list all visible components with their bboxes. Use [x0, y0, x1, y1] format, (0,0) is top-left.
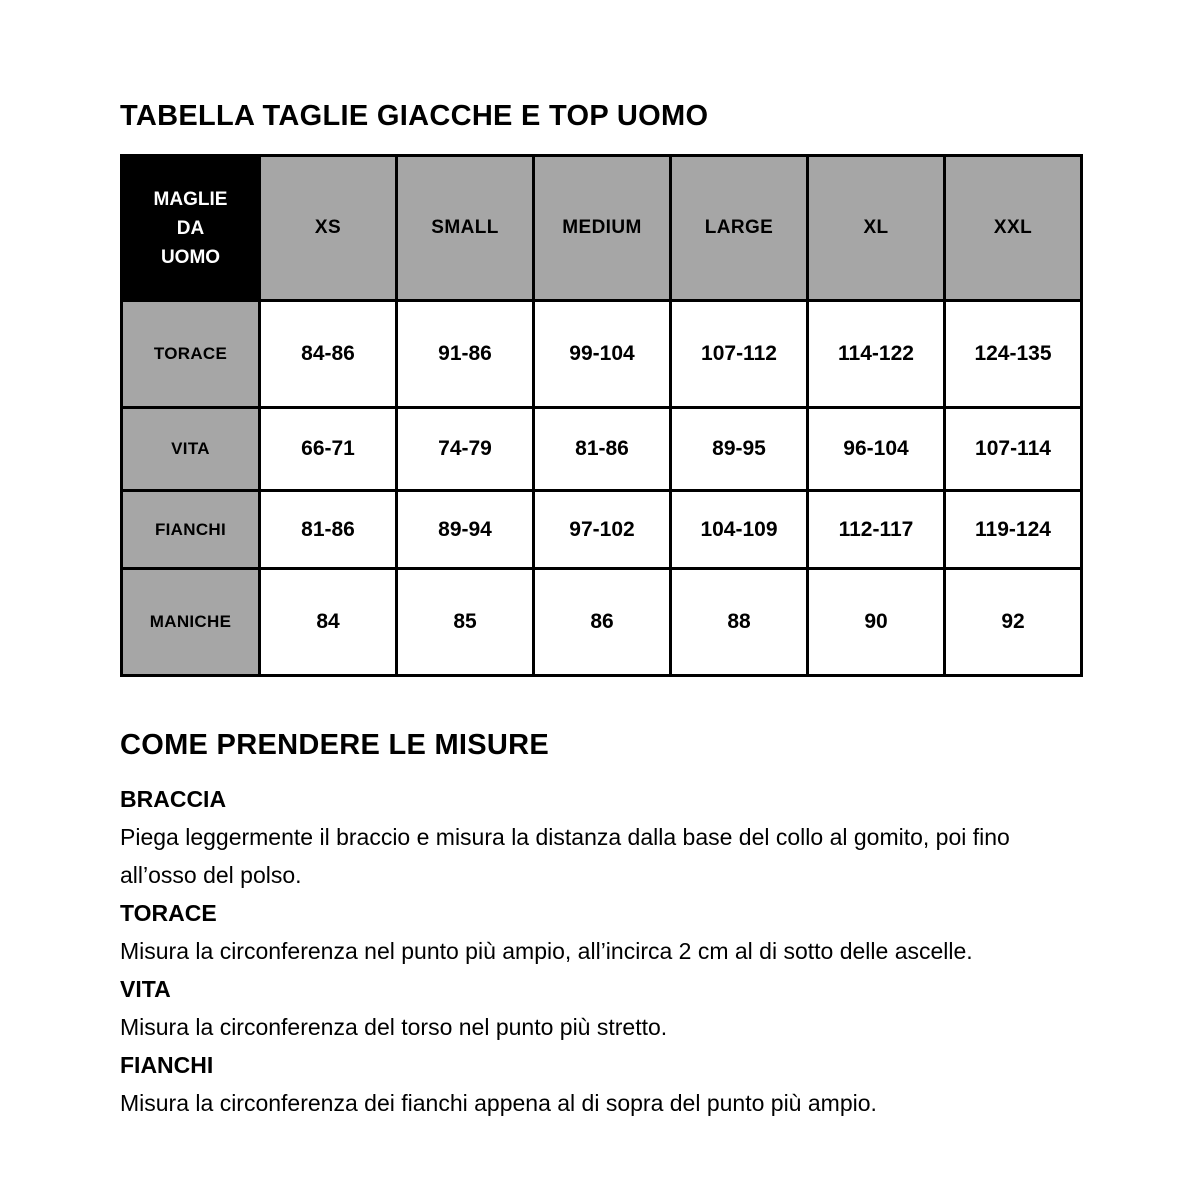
- page-title: TABELLA TAGLIE GIACCHE E TOP UOMO: [120, 100, 709, 132]
- measure-text: Piega leggermente il braccio e misura la distanza dalla base del collo al gomito, poi fino all’osso del polso.: [120, 824, 1010, 888]
- measure-section-heading: COME PRENDERE LE MISURE: [120, 729, 550, 761]
- measure-item-torace: [120, 894, 1080, 970]
- measure-label: BRACCIA: [120, 786, 227, 812]
- size-cell: 84: [260, 569, 397, 676]
- table-row-fianchi: [122, 491, 1082, 569]
- column-header-large: LARGE: [671, 156, 808, 301]
- column-header-xxl: XXL: [945, 156, 1082, 301]
- size-cell: 114-122: [808, 301, 945, 408]
- size-cell: 89-94: [397, 491, 534, 569]
- size-cell: 81-86: [534, 408, 671, 491]
- measure-section: [120, 729, 1080, 1122]
- size-cell: 99-104: [534, 301, 671, 408]
- size-cell: 74-79: [397, 408, 534, 491]
- measure-item-vita: [120, 970, 1080, 1046]
- row-label: FIANCHI: [122, 491, 260, 569]
- row-label: MANICHE: [122, 569, 260, 676]
- header-row: [122, 156, 1082, 301]
- size-cell: 85: [397, 569, 534, 676]
- measure-item-fianchi: [120, 1046, 1080, 1122]
- size-cell: 97-102: [534, 491, 671, 569]
- size-table-body: [122, 301, 1082, 676]
- size-chart-table: [120, 154, 1083, 677]
- measure-label: FIANCHI: [120, 1052, 214, 1078]
- column-header-small: SMALL: [397, 156, 534, 301]
- size-cell: 91-86: [397, 301, 534, 408]
- measure-text: Misura la circonferenza nel punto più ampio, all’incirca 2 cm al di sotto delle ascelle.: [120, 938, 973, 964]
- size-cell: 89-95: [671, 408, 808, 491]
- table-row-vita: [122, 408, 1082, 491]
- size-cell: 124-135: [945, 301, 1082, 408]
- size-cell: 90: [808, 569, 945, 676]
- size-cell: 92: [945, 569, 1082, 676]
- column-header-xs: XS: [260, 156, 397, 301]
- table-row-torace: [122, 301, 1082, 408]
- measure-item-braccia: [120, 780, 1080, 894]
- size-cell: 86: [534, 569, 671, 676]
- column-header-medium: MEDIUM: [534, 156, 671, 301]
- size-cell: 84-86: [260, 301, 397, 408]
- corner-line-1: MAGLIE: [153, 188, 228, 210]
- size-cell: 107-114: [945, 408, 1082, 491]
- size-cell: 119-124: [945, 491, 1082, 569]
- size-cell: 112-117: [808, 491, 945, 569]
- row-label: VITA: [122, 408, 260, 491]
- size-cell: 96-104: [808, 408, 945, 491]
- corner-line-2: DA: [176, 217, 205, 239]
- size-cell: 107-112: [671, 301, 808, 408]
- size-cell: 66-71: [260, 408, 397, 491]
- corner-cell: [122, 156, 260, 301]
- measure-text: Misura la circonferenza del torso nel punto più stretto.: [120, 1014, 668, 1040]
- row-label: TORACE: [122, 301, 260, 408]
- measure-label: TORACE: [120, 900, 217, 926]
- size-cell: 88: [671, 569, 808, 676]
- measure-label: VITA: [120, 976, 171, 1002]
- measure-text: Misura la circonferenza dei fianchi appena al di sopra del punto più ampio.: [120, 1090, 877, 1116]
- size-cell: 81-86: [260, 491, 397, 569]
- size-cell: 104-109: [671, 491, 808, 569]
- corner-line-3: UOMO: [160, 246, 221, 268]
- table-row-maniche: [122, 569, 1082, 676]
- column-header-xl: XL: [808, 156, 945, 301]
